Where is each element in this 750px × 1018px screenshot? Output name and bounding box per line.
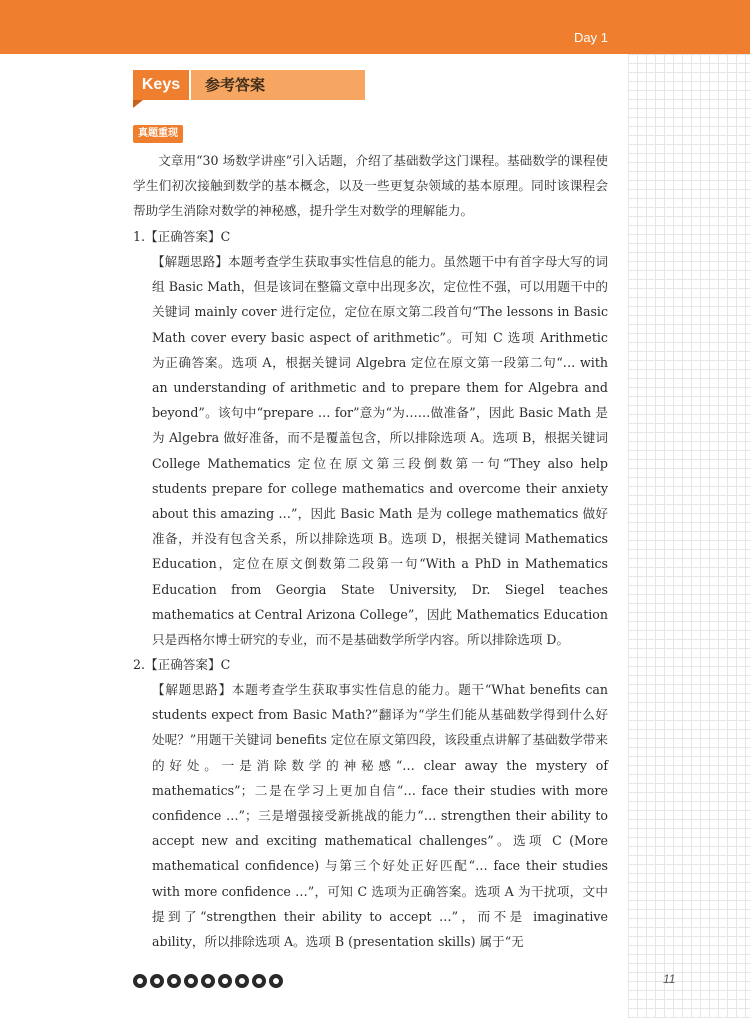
day-label: Day 1 bbox=[574, 30, 608, 45]
decor-circle-icon bbox=[167, 974, 181, 988]
intro-paragraph: 文章用“30 场数学讲座”引入话题，介绍了基础数学这门课程。基础数学的课程使学生们初次接触到数学的基本概念，以及一些更复杂领域的基本原理。同时该课程会帮助学生消除对数学的神秘感，提升学生对数学的理解能力。 bbox=[133, 153, 608, 219]
decor-circle-icon bbox=[133, 974, 147, 988]
decor-circle-icon bbox=[252, 974, 266, 988]
q2-analysis: 【解题思路】本题考查学生获取事实性信息的能力。题干“What benefits can students expect from Basic Math?”翻译为“学生们能从基础数学得到什么好处呢？”用题干关键词 benefits 定位在原文第四段，该段重点讲解了基础数学带来的好处。一是消除数学的神秘感“… clear away the mystery of mathematics”；二是在学习上更加自信“… face their studies with more confidence …”；三是增强接受新挑战的能力“… strengthen their ability to accept new and exciting mathematical challenges”。选项 C (More mathematical confidence) 与第三个好处正好匹配“… face their studies with more confidence …”，可知 C 选项为正确答案。选项 A 为干扰项，文中提到了“strengthen their ability to accept …”，而不是 imaginative ability，所以排除选项 A。选项 B (presentation skills) 属于“无 bbox=[152, 682, 608, 950]
keys-tab: Keys bbox=[133, 70, 189, 100]
keys-heading bbox=[133, 70, 365, 108]
decor-circle-icon bbox=[201, 974, 215, 988]
decor-circle-icon bbox=[269, 974, 283, 988]
grid-margin bbox=[628, 54, 750, 1018]
q1-answer: 1.【正确答案】C bbox=[133, 229, 231, 244]
q1-analysis: 【解题思路】本题考查学生获取事实性信息的能力。虽然题干中有首字母大写的词组 Basic Math，但是该词在整篇文章中出现多次，定位性不强，可以用题干中的关键词 mainly cover 进行定位，定位在原文第二段首句“The lessons in Basic Math cover every basic aspect of arithmetic”。可知 C 选项 Arithmetic 为正确答案。选项 A，根据关键词 Algebra 定位在原文第一段第二句“… with an understanding of arithmetic and to prepare them for Algebra and beyond”。该句中“prepare … for”意为“为……做准备”，因此 Basic Math 是为 Algebra 做好准备，而不是覆盖包含，所以排除选项 A。选项 B，根据关键词 College Mathematics 定位在原文第三段倒数第一句“They also help students prepare for college mathematics and overcome their anxiety about this amazing …”，因此 Basic Math 是为 college mathematics 做好准备，并没有包含关系，所以排除选项 B。选项 D，根据关键词 Mathematics Education，定位在原文倒数第二段第一句“With a PhD in Mathematics Education from Georgia State University, Dr. Siegel teaches mathematics at Central Arizona College”，因此 Mathematics Education 只是西格尔博士研究的专业，而不是基础数学所学内容。所以排除选项 D。 bbox=[152, 254, 608, 648]
decor-circle-icon bbox=[184, 974, 198, 988]
header-bar bbox=[0, 0, 750, 54]
decor-circle-icon bbox=[150, 974, 164, 988]
section-tag: 真题重现 bbox=[133, 125, 183, 143]
q2-answer: 2.【正确答案】C bbox=[133, 657, 231, 672]
keys-title: 参考答案 bbox=[191, 70, 365, 100]
decor-circle-icon bbox=[235, 974, 249, 988]
page-number: 11 bbox=[663, 972, 676, 986]
decor-circle-icon bbox=[218, 974, 232, 988]
footer-icon-strip bbox=[133, 974, 283, 988]
keys-tab-fold bbox=[133, 100, 143, 108]
